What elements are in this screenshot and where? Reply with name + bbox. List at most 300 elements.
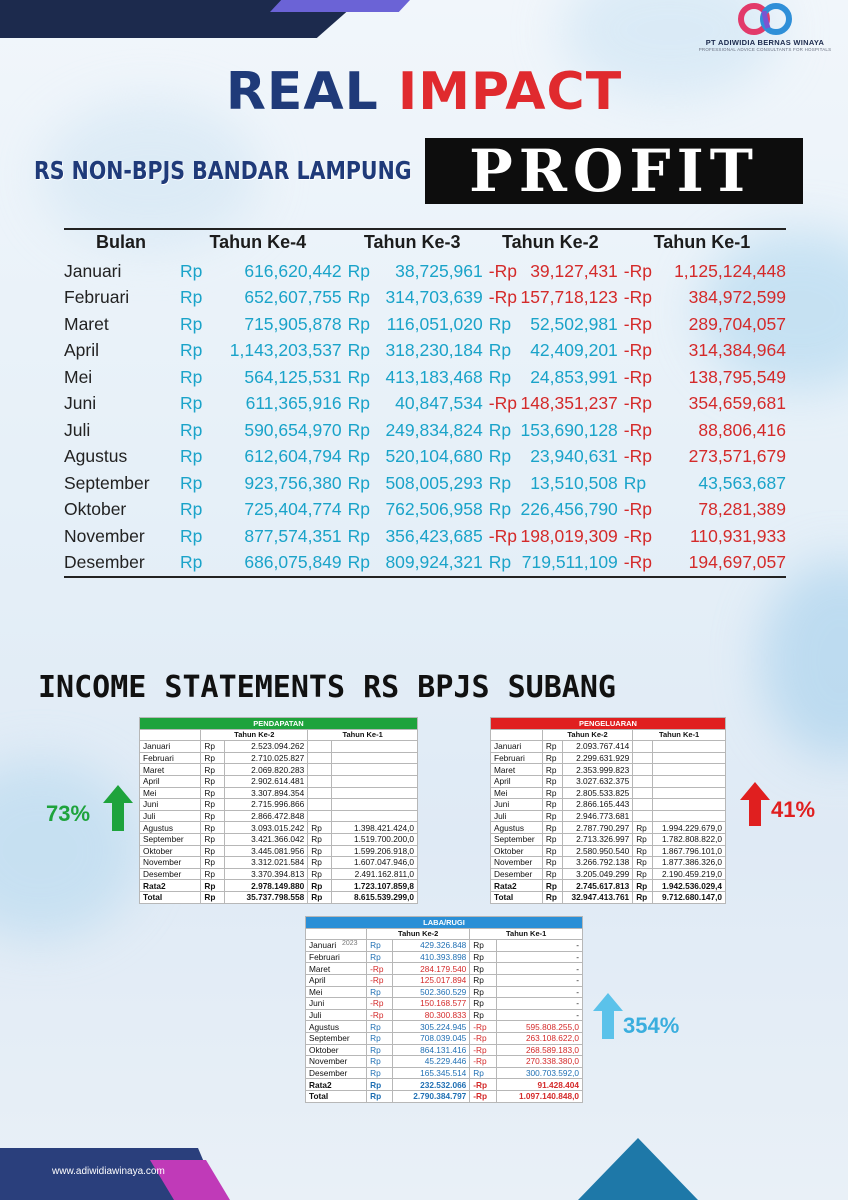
value-cell: 652,607,755 <box>244 287 342 308</box>
month-cell: April <box>306 974 367 986</box>
currency-cell <box>633 799 653 811</box>
table-row <box>64 258 786 285</box>
year-watermark: 2023 <box>342 940 358 948</box>
month-cell: Mei <box>491 787 543 799</box>
table-row <box>491 775 726 787</box>
value-cell: 232.532.066 <box>393 1079 470 1091</box>
currency-cell: Rp <box>347 393 371 414</box>
currency-cell <box>308 775 331 787</box>
table-row <box>140 833 418 845</box>
value-cell: 1.607.047.946,0 <box>331 857 417 869</box>
month-cell: Total <box>491 891 543 903</box>
currency-cell: Rp <box>179 313 203 334</box>
company-tagline: PROFESSIONAL ADVICE CONSULTANTS FOR HOSPITALS <box>698 47 832 52</box>
value-cell: 125.017.894 <box>393 974 470 986</box>
month-cell: September <box>64 472 150 493</box>
month-cell: Juli <box>306 1009 367 1021</box>
month-cell: September <box>491 833 543 845</box>
company-logo <box>690 2 840 52</box>
month-cell: Rata2 <box>140 880 201 892</box>
value-cell: 1.942.536.029,4 <box>652 880 725 892</box>
value-cell <box>331 799 417 811</box>
value-cell: 3.370.394.813 <box>224 868 307 880</box>
currency-cell: Rp <box>633 822 653 834</box>
currency-cell: Rp <box>179 366 203 387</box>
currency-cell: Rp <box>201 822 224 834</box>
value-cell: 2.190.459.219,0 <box>652 868 725 880</box>
value-cell: - <box>497 963 583 975</box>
table-row <box>306 974 583 986</box>
pendapatan-table <box>139 717 418 904</box>
currency-cell: Rp <box>488 313 512 334</box>
month-cell: Agustus <box>140 822 201 834</box>
month-cell: Januari <box>140 741 201 753</box>
currency-cell: Rp <box>488 340 512 361</box>
table-row <box>306 1021 583 1033</box>
value-cell: 616,620,442 <box>244 260 342 281</box>
currency-cell: Rp <box>542 833 562 845</box>
currency-cell: Rp <box>347 446 371 467</box>
value-cell: 715,905,878 <box>244 313 342 334</box>
value-cell: - <box>497 940 583 952</box>
currency-cell: Rp <box>542 868 562 880</box>
month-cell: Juni <box>64 393 97 414</box>
value-cell: 1.599.206.918,0 <box>331 845 417 857</box>
value-cell: 809,924,321 <box>370 550 483 578</box>
month-cell: Maret <box>140 764 201 776</box>
value-cell: 686,075,849 <box>211 550 341 578</box>
currency-cell: Rp <box>201 891 224 903</box>
month-cell: Desember <box>491 868 543 880</box>
table-row <box>491 810 726 822</box>
table-row <box>306 998 583 1010</box>
value-cell: 590,654,970 <box>244 419 342 440</box>
month-cell: Rata2 <box>491 880 543 892</box>
month-cell: Maret <box>64 313 109 334</box>
up-arrow-green-icon <box>103 785 133 831</box>
currency-cell: -Rp <box>623 260 652 281</box>
currency-cell: Rp <box>308 880 331 892</box>
currency-cell: Rp <box>179 446 203 467</box>
month-cell: Juli <box>64 419 91 440</box>
labarugi-header-1: Tahun Ke-1 <box>470 928 583 940</box>
value-cell: 2.715.996.866 <box>224 799 307 811</box>
currency-cell: -Rp <box>623 313 652 334</box>
currency-cell: Rp <box>308 868 331 880</box>
currency-cell: Rp <box>201 752 224 764</box>
currency-cell: Rp <box>179 472 203 493</box>
header-tahun-2: Tahun Ke-2 <box>483 229 618 258</box>
month-cell: Juni <box>306 998 367 1010</box>
pengeluaran-title: PENGELUARAN <box>491 718 726 730</box>
value-cell: - <box>497 951 583 963</box>
value-cell: 305.224.945 <box>393 1021 470 1033</box>
month-cell: April <box>491 775 543 787</box>
currency-cell: Rp <box>201 880 224 892</box>
value-cell: 1,143,203,537 <box>229 340 342 361</box>
value-cell: 762,506,958 <box>385 499 483 520</box>
value-cell: 3.093.015.242 <box>224 822 307 834</box>
headline <box>0 62 848 122</box>
table-row <box>64 470 786 497</box>
value-cell <box>331 752 417 764</box>
currency-cell: Rp <box>633 868 653 880</box>
currency-cell: -Rp <box>623 340 652 361</box>
table-row <box>306 1067 583 1079</box>
value-cell: 40,847,534 <box>395 393 483 414</box>
website-link[interactable]: www.adiwidiawinaya.com <box>52 1166 165 1177</box>
table-row <box>306 963 583 975</box>
value-cell: 150.168.577 <box>393 998 470 1010</box>
table-row <box>306 1009 583 1021</box>
currency-cell: Rp <box>470 986 497 998</box>
currency-cell <box>308 764 331 776</box>
currency-cell <box>633 752 653 764</box>
value-cell: 52,502,981 <box>530 313 618 334</box>
currency-cell: Rp <box>470 998 497 1010</box>
headline-word-2: IMPACT <box>397 62 623 122</box>
value-cell: 39,127,431 <box>530 260 618 281</box>
value-cell: 1.877.386.326,0 <box>652 857 725 869</box>
currency-cell: Rp <box>367 1090 393 1102</box>
month-cell: Agustus <box>64 446 128 467</box>
month-cell: Februari <box>306 951 367 963</box>
value-cell: 3.027.632.375 <box>562 775 633 787</box>
currency-cell: Rp <box>633 845 653 857</box>
value-cell: 263.108.622,0 <box>497 1032 583 1044</box>
value-cell: 2.713.326.997 <box>562 833 633 845</box>
value-cell <box>652 810 725 822</box>
value-cell: 1,125,124,448 <box>674 260 786 281</box>
value-cell: 270.338.380,0 <box>497 1056 583 1068</box>
value-cell: 413,183,468 <box>385 366 483 387</box>
currency-cell: -Rp <box>367 963 393 975</box>
table-row <box>491 845 726 857</box>
table-row <box>306 1079 583 1091</box>
value-cell: 116,051,020 <box>386 313 483 334</box>
month-cell: Juli <box>491 810 543 822</box>
currency-cell: Rp <box>470 974 497 986</box>
currency-cell: Rp <box>542 787 562 799</box>
table-row <box>306 1032 583 1044</box>
currency-cell: -Rp <box>488 525 517 546</box>
currency-cell: Rp <box>347 313 371 334</box>
value-cell: 508,005,293 <box>385 472 483 493</box>
month-cell: Januari <box>64 260 122 281</box>
value-cell: 32.947.413.761 <box>562 891 633 903</box>
value-cell: 2.946.773.681 <box>562 810 633 822</box>
value-cell: 194,697,057 <box>656 550 787 578</box>
currency-cell: Rp <box>470 951 497 963</box>
infinity-logo-icon <box>734 2 796 36</box>
currency-cell: Rp <box>542 880 562 892</box>
currency-cell: Rp <box>633 857 653 869</box>
table-row <box>491 880 726 892</box>
currency-cell: Rp <box>542 845 562 857</box>
table-row <box>140 775 418 787</box>
currency-cell: -Rp <box>470 1090 497 1102</box>
labarugi-table <box>305 916 583 1103</box>
month-cell: Juni <box>140 799 201 811</box>
value-cell: 153,690,128 <box>520 419 618 440</box>
value-cell: 9.712.680.147,0 <box>652 891 725 903</box>
table-row <box>64 391 786 418</box>
pengeluaran-header-2: Tahun Ke-2 <box>542 729 632 741</box>
value-cell: 725,404,774 <box>244 499 342 520</box>
currency-cell: Rp <box>201 799 224 811</box>
currency-cell <box>633 764 653 776</box>
currency-cell: Rp <box>367 1056 393 1068</box>
value-cell: 612,604,794 <box>244 446 342 467</box>
currency-cell: -Rp <box>488 287 517 308</box>
table-row <box>140 787 418 799</box>
table-row <box>491 857 726 869</box>
month-cell: Desember <box>64 550 174 578</box>
currency-cell: Rp <box>367 1079 393 1091</box>
value-cell: 1.994.229.679,0 <box>652 822 725 834</box>
value-cell: 1.097.140.848,0 <box>497 1090 583 1102</box>
value-cell: 148,351,237 <box>520 393 618 414</box>
currency-cell: Rp <box>201 775 224 787</box>
currency-cell: Rp <box>179 525 203 546</box>
labarugi-title: LABA/RUGI <box>306 917 583 929</box>
month-cell: September <box>140 833 201 845</box>
currency-cell: Rp <box>201 868 224 880</box>
value-cell: 1.519.700.200,0 <box>331 833 417 845</box>
value-cell <box>331 741 417 753</box>
currency-cell: Rp <box>470 1009 497 1021</box>
table-row <box>140 799 418 811</box>
value-cell: 2.710.025.827 <box>224 752 307 764</box>
currency-cell: Rp <box>470 1067 497 1079</box>
value-cell: 429.326.848 <box>393 940 470 952</box>
table-row <box>491 741 726 753</box>
value-cell: 877,574,351 <box>244 525 342 546</box>
currency-cell: -Rp <box>618 550 656 578</box>
value-cell: 138,795,549 <box>688 366 786 387</box>
value-cell: 719,511,109 <box>520 550 617 578</box>
value-cell <box>652 752 725 764</box>
section-title-income: INCOME STATEMENTS RS BPJS SUBANG <box>38 670 616 705</box>
value-cell: 2.353.999.823 <box>562 764 633 776</box>
value-cell: 110,931,933 <box>689 525 786 546</box>
value-cell: 611,365,916 <box>245 393 342 414</box>
value-cell: 2.523.094.262 <box>224 741 307 753</box>
value-cell: 268.589.183,0 <box>497 1044 583 1056</box>
currency-cell <box>633 775 653 787</box>
currency-cell: Rp <box>347 525 371 546</box>
table-row <box>491 833 726 845</box>
month-cell: Mei <box>306 986 367 998</box>
currency-cell: Rp <box>623 472 647 493</box>
value-cell <box>652 799 725 811</box>
currency-cell: Rp <box>201 810 224 822</box>
month-cell: Februari <box>64 287 130 308</box>
currency-cell: Rp <box>174 550 211 578</box>
table-row <box>140 857 418 869</box>
value-cell <box>331 810 417 822</box>
month-cell: Januari <box>491 741 543 753</box>
value-cell: 1.723.107.859,8 <box>331 880 417 892</box>
value-cell: 42,409,201 <box>530 340 618 361</box>
value-cell <box>652 787 725 799</box>
pendapatan-header-2: Tahun Ke-2 <box>201 729 308 741</box>
value-cell <box>331 775 417 787</box>
currency-cell <box>308 752 331 764</box>
table-row <box>306 1090 583 1102</box>
month-cell: Februari <box>140 752 201 764</box>
currency-cell: Rp <box>542 822 562 834</box>
value-cell: 708.039.045 <box>393 1032 470 1044</box>
currency-cell <box>308 810 331 822</box>
currency-cell: Rp <box>201 857 224 869</box>
bottom-triangle-decoration <box>578 1138 698 1200</box>
month-cell: Maret <box>306 963 367 975</box>
currency-cell: Rp <box>347 499 371 520</box>
value-cell: 35.737.798.558 <box>224 891 307 903</box>
month-cell: April <box>64 340 100 361</box>
value-cell: 410.393.898 <box>393 951 470 963</box>
currency-cell: Rp <box>347 260 371 281</box>
currency-cell: Rp <box>347 287 371 308</box>
currency-cell: Rp <box>483 550 521 578</box>
currency-cell: Rp <box>308 822 331 834</box>
value-cell: 864.131.416 <box>393 1044 470 1056</box>
month-cell: Total <box>306 1090 367 1102</box>
value-cell: 88,806,416 <box>698 419 786 440</box>
value-cell: 165.345.514 <box>393 1067 470 1079</box>
value-cell: 80.300.833 <box>393 1009 470 1021</box>
value-cell: 226,456,790 <box>520 499 618 520</box>
month-cell: April <box>140 775 201 787</box>
value-cell: 3.266.792.138 <box>562 857 633 869</box>
currency-cell: Rp <box>542 741 562 753</box>
value-cell: - <box>497 974 583 986</box>
value-cell: 2.299.631.929 <box>562 752 633 764</box>
value-cell: 2.093.767.414 <box>562 741 633 753</box>
currency-cell: Rp <box>367 940 393 952</box>
currency-cell: -Rp <box>623 525 652 546</box>
value-cell: 23,940,631 <box>530 446 618 467</box>
currency-cell: Rp <box>488 499 512 520</box>
value-cell: 2.491.162.811,0 <box>331 868 417 880</box>
currency-cell: Rp <box>542 764 562 776</box>
table-row <box>64 338 786 365</box>
up-arrow-blue-icon <box>593 993 623 1039</box>
blank-header <box>140 729 201 741</box>
value-cell: 289,704,057 <box>688 313 786 334</box>
currency-cell: -Rp <box>623 393 652 414</box>
currency-cell: Rp <box>488 419 512 440</box>
currency-cell: Rp <box>367 1021 393 1033</box>
header-bulan: Bulan <box>64 229 174 258</box>
month-cell: Juli <box>140 810 201 822</box>
month-cell: Mei <box>64 366 93 387</box>
month-cell: November <box>306 1056 367 1068</box>
value-cell <box>652 775 725 787</box>
currency-cell: -Rp <box>367 1009 393 1021</box>
currency-cell: Rp <box>179 499 203 520</box>
currency-cell: Rp <box>542 752 562 764</box>
pengeluaran-header-1: Tahun Ke-1 <box>633 729 726 741</box>
currency-cell: Rp <box>201 787 224 799</box>
table-row <box>491 752 726 764</box>
month-cell: Rata2 <box>306 1079 367 1091</box>
table-row <box>306 1056 583 1068</box>
value-cell: 318,230,184 <box>385 340 483 361</box>
table-row <box>491 822 726 834</box>
header-tahun-1: Tahun Ke-1 <box>618 229 786 258</box>
value-cell: 198,019,309 <box>520 525 618 546</box>
currency-cell: Rp <box>342 550 370 578</box>
currency-cell: Rp <box>347 472 371 493</box>
currency-cell <box>633 810 653 822</box>
top-accent-shape <box>270 0 410 12</box>
currency-cell: Rp <box>488 366 512 387</box>
currency-cell: Rp <box>201 764 224 776</box>
table-row <box>306 986 583 998</box>
profit-table <box>64 228 786 578</box>
value-cell: 595.808.255,0 <box>497 1021 583 1033</box>
value-cell: 564,125,531 <box>244 366 342 387</box>
currency-cell: -Rp <box>470 1044 497 1056</box>
value-cell: 1.782.808.822,0 <box>652 833 725 845</box>
pendapatan-header-1: Tahun Ke-1 <box>308 729 418 741</box>
profit-label: PROFIT <box>425 138 803 204</box>
month-cell: Total <box>140 891 201 903</box>
table-row <box>140 752 418 764</box>
value-cell: 300.703.592,0 <box>497 1067 583 1079</box>
currency-cell: -Rp <box>470 1021 497 1033</box>
value-cell: 2.790.384.797 <box>393 1090 470 1102</box>
blank-header <box>306 928 367 940</box>
currency-cell <box>633 787 653 799</box>
currency-cell: Rp <box>308 845 331 857</box>
month-cell: Agustus <box>491 822 543 834</box>
pendapatan-title: PENDAPATAN <box>140 718 418 730</box>
currency-cell: -Rp <box>470 1079 497 1091</box>
value-cell: 2.978.149.880 <box>224 880 307 892</box>
table-row <box>64 364 786 391</box>
currency-cell: Rp <box>347 366 371 387</box>
currency-cell: Rp <box>470 940 497 952</box>
currency-cell: -Rp <box>623 419 652 440</box>
currency-cell: Rp <box>542 775 562 787</box>
currency-cell: -Rp <box>470 1056 497 1068</box>
value-cell: - <box>497 1009 583 1021</box>
table-row <box>64 417 786 444</box>
month-cell: November <box>140 857 201 869</box>
table-row <box>140 845 418 857</box>
table-row <box>64 285 786 312</box>
table-header-row <box>64 229 786 258</box>
subtitle: RS NON-BPJS BANDAR LAMPUNG <box>34 156 412 185</box>
currency-cell: Rp <box>179 260 203 281</box>
month-cell: Oktober <box>140 845 201 857</box>
value-cell: 502.360.529 <box>393 986 470 998</box>
currency-cell: -Rp <box>488 260 517 281</box>
value-cell: 3.205.049.299 <box>562 868 633 880</box>
value-cell: 314,703,639 <box>385 287 483 308</box>
pendapatan-percentage: 73% <box>46 801 91 826</box>
currency-cell: Rp <box>201 845 224 857</box>
currency-cell: Rp <box>542 891 562 903</box>
month-cell: November <box>491 857 543 869</box>
table-row <box>140 891 418 903</box>
month-cell: Juni <box>491 799 543 811</box>
currency-cell: Rp <box>179 340 203 361</box>
currency-cell: Rp <box>308 857 331 869</box>
